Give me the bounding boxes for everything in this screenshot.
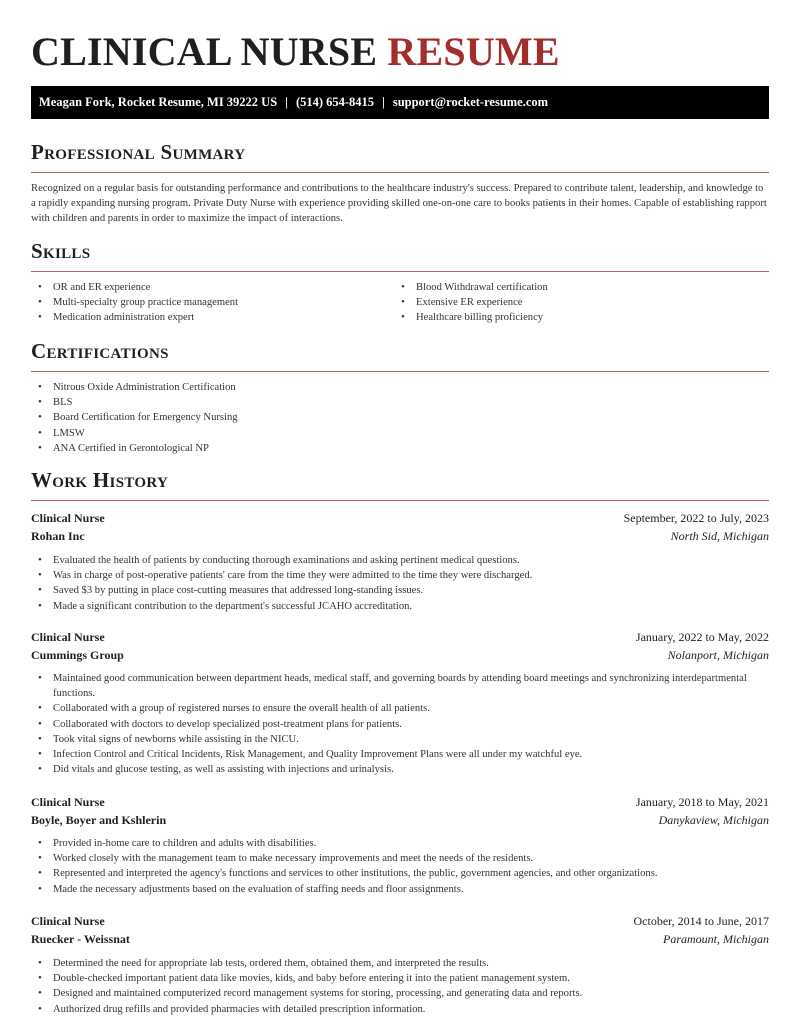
title-accent: RESUME <box>387 29 560 74</box>
resume-title <box>31 28 560 75</box>
job-duty-item: • Was in charge of post-operative patients' care from the time they were admitted to the time they were discharged. <box>31 568 769 583</box>
job-duty-item: • Made the necessary adjustments based on the evaluation of staffing needs and floor assignments. <box>31 882 769 897</box>
job-duty-item: • Double-checked important patient data like movies, kids, and baby before entering it into the patient management system. <box>31 971 769 986</box>
contact-address: Meagan Fork, Rocket Resume, MI 39222 US <box>39 95 278 109</box>
job-title: Clinical Nurse <box>31 630 105 644</box>
job-company: Rohan Inc <box>31 529 85 543</box>
job-company: Boyle, Boyer and Kshlerin <box>31 813 167 827</box>
job-dates: January, 2022 to May, 2022 <box>635 630 769 644</box>
section-title-work-history: Work History <box>31 468 169 492</box>
section-title-skills: Skills <box>31 239 91 263</box>
job-duties-list <box>31 553 769 614</box>
job-duties-list <box>31 836 769 897</box>
job-duty-item: • Collaborated with doctors to develop specialized post-treatment plans for patients. <box>31 717 769 732</box>
certification-item: • LMSW <box>31 426 769 441</box>
job-location: Danykaview, Michigan <box>658 813 769 827</box>
contact-separator: | <box>382 95 385 109</box>
job-duties-list <box>31 956 769 1017</box>
job-title: Clinical Nurse <box>31 795 105 809</box>
job-duty-item: • Designed and maintained computerized record management systems for storing, processing, and generating data and reports. <box>31 986 769 1001</box>
certifications-list <box>31 380 769 456</box>
skill-item: • Multi-specialty group practice management <box>31 295 391 310</box>
section-divider <box>31 172 769 173</box>
job-duty-item: • Evaluated the health of patients by conducting thorough examinations and asking pertinent medical questions. <box>31 553 769 568</box>
job-duty-item: • Did vitals and glucose testing, as well as assisting with injections and urinalysis. <box>31 762 769 777</box>
contact-bar <box>31 86 769 119</box>
job-duty-item: • Provided in-home care to children and adults with disabilities. <box>31 836 769 851</box>
job-location: North Sid, Michigan <box>670 529 769 543</box>
job-duty-item: • Made a significant contribution to the department's successful JCAHO accreditation. <box>31 599 769 614</box>
skill-item: • OR and ER experience <box>31 280 391 295</box>
skill-item: • Healthcare billing proficiency <box>394 310 769 325</box>
job-duty-item: • Worked closely with the management team to make necessary improvements and meet the needs of the residents. <box>31 851 769 866</box>
job-duty-item: • Maintained good communication between department heads, medical staff, and governing boards by attending board meetings and synchronizing interdepartmental functions. <box>31 671 769 701</box>
skills-list-right <box>394 280 769 326</box>
job-location: Paramount, Michigan <box>663 932 769 946</box>
contact-phone: (514) 654-8415 <box>295 95 375 109</box>
job-title: Clinical Nurse <box>31 511 105 525</box>
section-divider <box>31 271 769 272</box>
job-dates: October, 2014 to June, 2017 <box>633 914 769 928</box>
section-divider <box>31 500 769 501</box>
skill-item: • Medication administration expert <box>31 310 391 325</box>
job-duty-item: • Represented and interpreted the agency's functions and services to other institutions, the public, government agencies, and other organizations. <box>31 866 769 881</box>
job-company: Cummings Group <box>31 648 124 662</box>
certification-item: • Nitrous Oxide Administration Certification <box>31 380 769 395</box>
section-divider <box>31 371 769 372</box>
summary-text: Recognized on a regular basis for outstanding performance and contributions to the healthcare industry's success. Prepared to contribute talent, leadership, and knowledge to a rapidly expanding nursing program. Private Duty Nurse with experience providing skilled one-on-one care to books patients in their homes. Capable of establishing rapport with children and parents in order to maximize the impact of interactions. <box>31 183 767 225</box>
job-duty-item: • Infection Control and Critical Incidents, Risk Management, and Quality Improvement Plans were all under my watchful eye. <box>31 747 769 762</box>
job-dates: January, 2018 to May, 2021 <box>635 795 769 809</box>
job-company: Ruecker - Weissnat <box>31 932 130 946</box>
skills-list-left <box>31 280 391 326</box>
skill-item: • Extensive ER experience <box>394 295 769 310</box>
section-title-summary: Professional Summary <box>31 140 246 164</box>
job-duty-item: • Saved $3 by putting in place cost-cutting measures that addressed long-standing issues. <box>31 583 769 598</box>
job-dates: September, 2022 to July, 2023 <box>623 511 769 525</box>
certification-item: • ANA Certified in Gerontological NP <box>31 441 769 456</box>
contact-separator: | <box>285 95 288 109</box>
certification-item: • Board Certification for Emergency Nursing <box>31 410 769 425</box>
job-duties-list <box>31 671 769 777</box>
certification-item: • BLS <box>31 395 769 410</box>
section-title-certifications: Certifications <box>31 339 169 363</box>
skill-item: • Blood Withdrawal certification <box>394 280 769 295</box>
job-duty-item: • Collaborated with a group of registered nurses to ensure the overall health of all patients. <box>31 701 769 716</box>
job-location: Nolanport, Michigan <box>667 648 769 662</box>
job-duty-item: • Determined the need for appropriate lab tests, ordered them, obtained them, and interpreted the results. <box>31 956 769 971</box>
job-duty-item: • Took vital signs of newborns while assisting in the NICU. <box>31 732 769 747</box>
job-duty-item: • Authorized drug refills and provided pharmacies with detailed prescription information. <box>31 1002 769 1017</box>
job-title: Clinical Nurse <box>31 914 105 928</box>
contact-email: support@rocket-resume.com <box>392 95 549 109</box>
title-main: CLINICAL NURSE <box>31 29 378 74</box>
